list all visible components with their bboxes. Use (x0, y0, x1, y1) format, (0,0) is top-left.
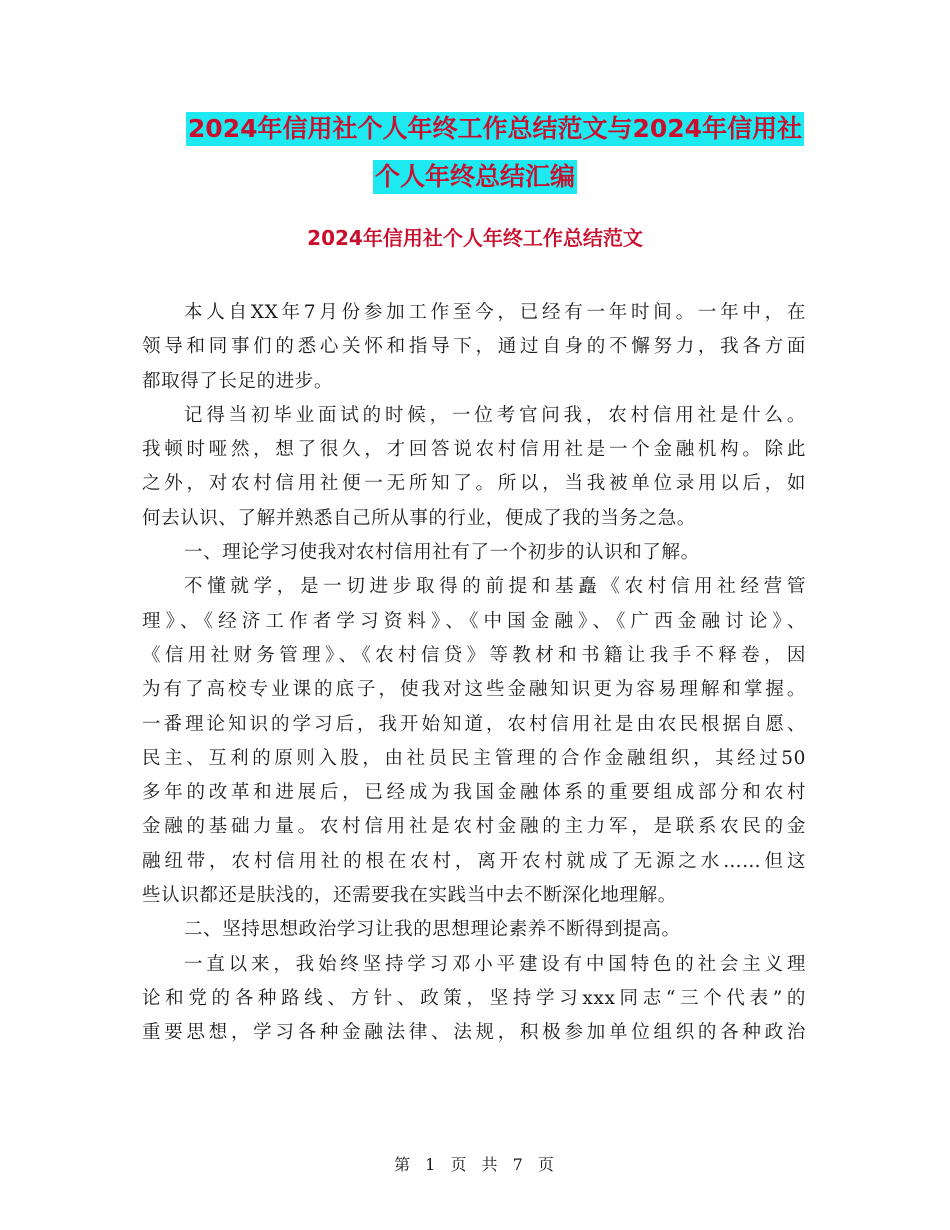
paragraph-line: 融纽带，农村信用社的根在农村，离开农村就成了无源之水……但这 (142, 850, 806, 872)
paragraph-line: 一直以来，我始终坚持学习邓小平建设有中国特色的社会主义理 (184, 953, 806, 975)
paragraph-line: 金融的基础力量。农村信用社是农村金融的主力军，是联系农民的金 (142, 816, 806, 838)
section-heading-line: 二、坚持思想政治学习让我的思想理论素养不断得到提高。 (184, 919, 681, 941)
paragraph-line: 些认识都还是肤浅的，还需要我在实践当中去不断深化地理解。 (142, 885, 677, 907)
title-line-1: 2024年信用社个人年终工作总结范文与2024年信用社 (186, 112, 804, 146)
paragraph-line: 我顿时哑然，想了很久，才回答说农村信用社是一个金融机构。除此 (142, 439, 806, 461)
paragraph-line: 记得当初毕业面试的时候，一位考官问我，农村信用社是什么。 (184, 404, 806, 426)
paragraph-line: 多年的改革和进展后，已经成为我国金融体系的重要组成部分和农村 (142, 782, 806, 804)
paragraph-line: 之外，对农村信用社便一无所知了。所以，当我被单位录用以后，如 (142, 473, 806, 495)
document-title (0, 112, 950, 194)
body-text (142, 296, 806, 1051)
paragraph-line: 民主、互利的原则入股，由社员民主管理的合作金融组织，其经过50 (142, 747, 806, 769)
paragraph-line: 本人自XX年7月份参加工作至今，已经有一年时间。一年中，在 (184, 302, 806, 323)
paragraph-line: 重要思想，学习各种金融法律、法规，积极参加单位组织的各种政治 (142, 1022, 806, 1044)
paragraph-line: 一番理论知识的学习后，我开始知道，农村信用社是由农民根据自愿、 (142, 713, 806, 735)
paragraph-line: 论和党的各种路线、方针、政策，坚持学习xxx同志“三个代表”的 (142, 987, 806, 1009)
paragraph-line: 为有了高校专业课的底子，使我对这些金融知识更为容易理解和掌握。 (142, 679, 806, 701)
paragraph-line: 《信用社财务管理》、《农村信贷》等教材和书籍让我手不释卷，因 (142, 644, 806, 666)
page-footer: 第 1 页 共 7 页 (394, 1155, 556, 1174)
section-heading: 2024年信用社个人年终工作总结范文 (307, 226, 643, 250)
paragraph-line: 理》、《经济工作者学习资料》、《中国金融》、《广西金融讨论》、 (142, 610, 806, 632)
paragraph-line: 不懂就学，是一切进步取得的前提和基矗《农村信用社经营管 (184, 576, 806, 598)
section-heading-line: 一、理论学习使我对农村信用社有了一个初步的认识和了解。 (184, 542, 700, 564)
title-line-2: 个人年终总结汇编 (373, 160, 577, 194)
paragraph-line: 领导和同事们的悉心关怀和指导下，通过自身的不懈努力，我各方面 (142, 336, 806, 358)
paragraph-line: 都取得了长足的进步。 (142, 370, 334, 392)
paragraph-line: 何去认识、了解并熟悉自己所从事的行业，便成了我的当务之急。 (142, 507, 696, 529)
